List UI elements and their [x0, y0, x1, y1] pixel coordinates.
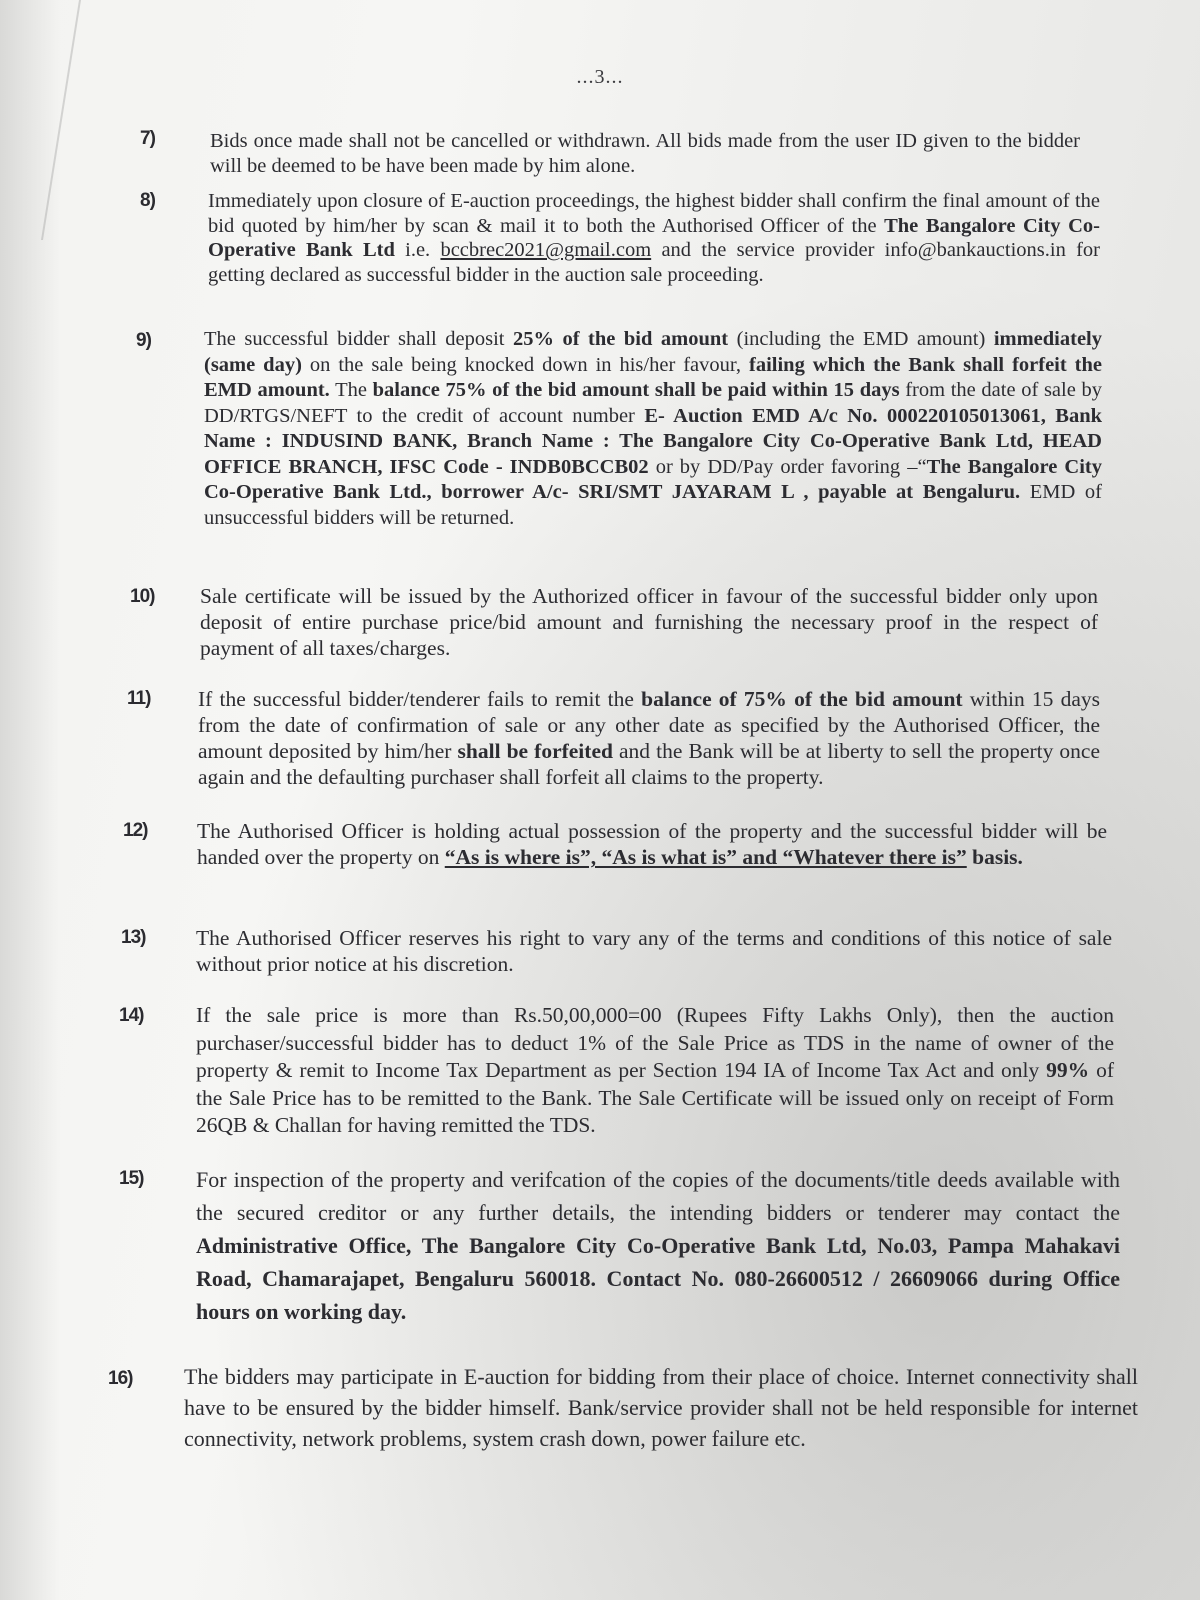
text-segment: If the sale price is more than Rs.50,00,000=00 (Rupees Fifty Lakhs Only), then the auction purchaser/successful bidder has to deduct 1% of the Sale Price as TDS in the name of owner of the property & remit to Income Tax Department as per Section 194 IA of Income Tax Act and only	[196, 1003, 1114, 1082]
text-segment: The successful bidder shall deposit	[204, 328, 513, 350]
item-text-16	[184, 1361, 1138, 1454]
text-segment: failing which the Bank shall forfeit the EMD amount.	[204, 353, 1102, 401]
text-segment: and the service provider info@bankauctions.in for getting declared as successful bidder in the auction sale proceeding.	[208, 239, 1100, 286]
text-segment: Immediately upon closure of E-auction proceedings, the highest bidder shall confirm the final amount of the bid quoted by him/her by scan & mail it to both the Authorised Officer of the	[208, 190, 1100, 237]
text-segment: EMD of unsuccessful bidders will be returned.	[204, 481, 1102, 529]
page-fold-line	[0, 0, 81, 240]
item-text-7	[210, 129, 1080, 179]
item-text-13	[196, 925, 1112, 977]
text-segment: basis.	[972, 845, 1023, 869]
text-segment: or by DD/Pay order favoring –“	[648, 455, 927, 478]
text-segment: E- Auction EMD A/c No. 000220105013061, Bank Name : INDUSIND BANK, Branch Name : The Bangalore City Co-Operative Bank Ltd, HEAD OFFICE BRANCH, IFSC Code - INDB0BCCB02	[204, 404, 1102, 478]
text-segment: If the successful bidder/tenderer fails to remit the	[198, 687, 642, 711]
item-text-12	[197, 818, 1107, 870]
item-text-9	[204, 327, 1102, 531]
text-segment: and the Bank will be at liberty to sell the property once again and the defaulting purchaser shall forfeit all claims to the property.	[198, 739, 1101, 789]
text-segment: The Authorised Officer is holding actual possession of the property and the successful bidder will be handed over the property on	[197, 819, 1107, 869]
page-edge-shadow	[0, 0, 60, 1600]
item-number-15: 15)	[119, 1168, 144, 1189]
item-text-14	[196, 1002, 1114, 1140]
item-number-8: 8)	[140, 190, 155, 211]
text-segment: shall be forfeited	[457, 739, 613, 763]
item-text-11	[198, 686, 1100, 790]
text-segment: from the date of sale by DD/RTGS/NEFT to the credit of account number	[204, 379, 1102, 427]
text-segment: (including the EMD amount)	[728, 328, 994, 350]
text-segment: The Bangalore City Co-Operative Bank Ltd	[208, 214, 1100, 261]
text-segment: The bidders may participate in E-auction for bidding from their place of choice. Internet connectivity shall have to be ensured by the bidder himself. Bank/service provider shall not be held responsible for internet connectivity, network problems, system crash down, power failure etc.	[184, 1364, 1138, 1451]
text-segment: The Authorised Officer reserves his right to vary any of the terms and conditions of this notice of sale without prior notice at his discretion.	[196, 926, 1112, 976]
text-segment: balance of 75% of the bid amount	[641, 687, 963, 711]
text-segment: Administrative Office, The Bangalore City Co-Operative Bank Ltd, No.03, Pampa Mahakavi Road, Chamarajapet, Bengaluru 560018. Contact No. 080-26600512 / 26609066 during Office hours on working day.	[196, 1233, 1120, 1324]
text-segment: Sale certificate will be issued by the Authorized officer in favour of the successful bidder only upon deposit of entire purchase price/bid amount and furnishing the necessary proof in the respect of payment of all taxes/charges.	[200, 584, 1098, 660]
text-segment: The Bangalore City Co-Operative Bank Ltd., borrower A/c- SRI/SMT JAYARAM L , payable at Bengaluru.	[204, 455, 1102, 503]
text-segment: 25% of the bid amount	[512, 328, 729, 350]
item-number-16: 16)	[108, 1368, 133, 1389]
text-segment: The	[329, 379, 373, 401]
text-segment: i.e.	[394, 239, 441, 261]
text-segment: balance 75% of the bid amount shall be paid within 15 days	[372, 379, 900, 401]
text-segment: within 15 days from the date of confirmation of sale or any other date as specified by the Authorised Officer, the amount deposited by him/her	[198, 687, 1101, 763]
page-number: ...3...	[576, 66, 624, 88]
item-number-14: 14)	[119, 1005, 144, 1026]
text-segment: on the sale being knocked down in his/her favour,	[301, 353, 749, 376]
item-number-9: 9)	[136, 330, 151, 351]
item-number-10: 10)	[130, 586, 155, 607]
item-text-15	[196, 1163, 1120, 1328]
item-text-8	[208, 189, 1100, 287]
item-number-12: 12)	[123, 820, 148, 841]
text-segment: For inspection of the property and verifcation of the copies of the documents/title deeds available with the secured creditor or any further details, the intending bidders or tenderer may contact the	[196, 1167, 1120, 1225]
text-segment: “As is where is”, “As is what is” and “Whatever there is”	[444, 845, 967, 869]
item-text-10	[200, 583, 1098, 661]
text-segment: 99%	[1046, 1058, 1090, 1082]
text-segment: immediately (same day)	[204, 328, 1102, 376]
item-number-11: 11)	[127, 688, 151, 709]
text-segment: Bids once made shall not be cancelled or withdrawn. All bids made from the user ID given to the bidder will be deemed to be have been made by him alone.	[210, 130, 1080, 177]
text-segment: of the Sale Price has to be remitted to the Bank. The Sale Certificate will be issued only on receipt of Form 26QB & Challan for having remitted the TDS.	[196, 1058, 1114, 1137]
item-number-13: 13)	[121, 927, 146, 948]
text-segment: bccbrec2021@gmail.com	[440, 239, 652, 261]
item-number-7: 7)	[140, 128, 155, 149]
